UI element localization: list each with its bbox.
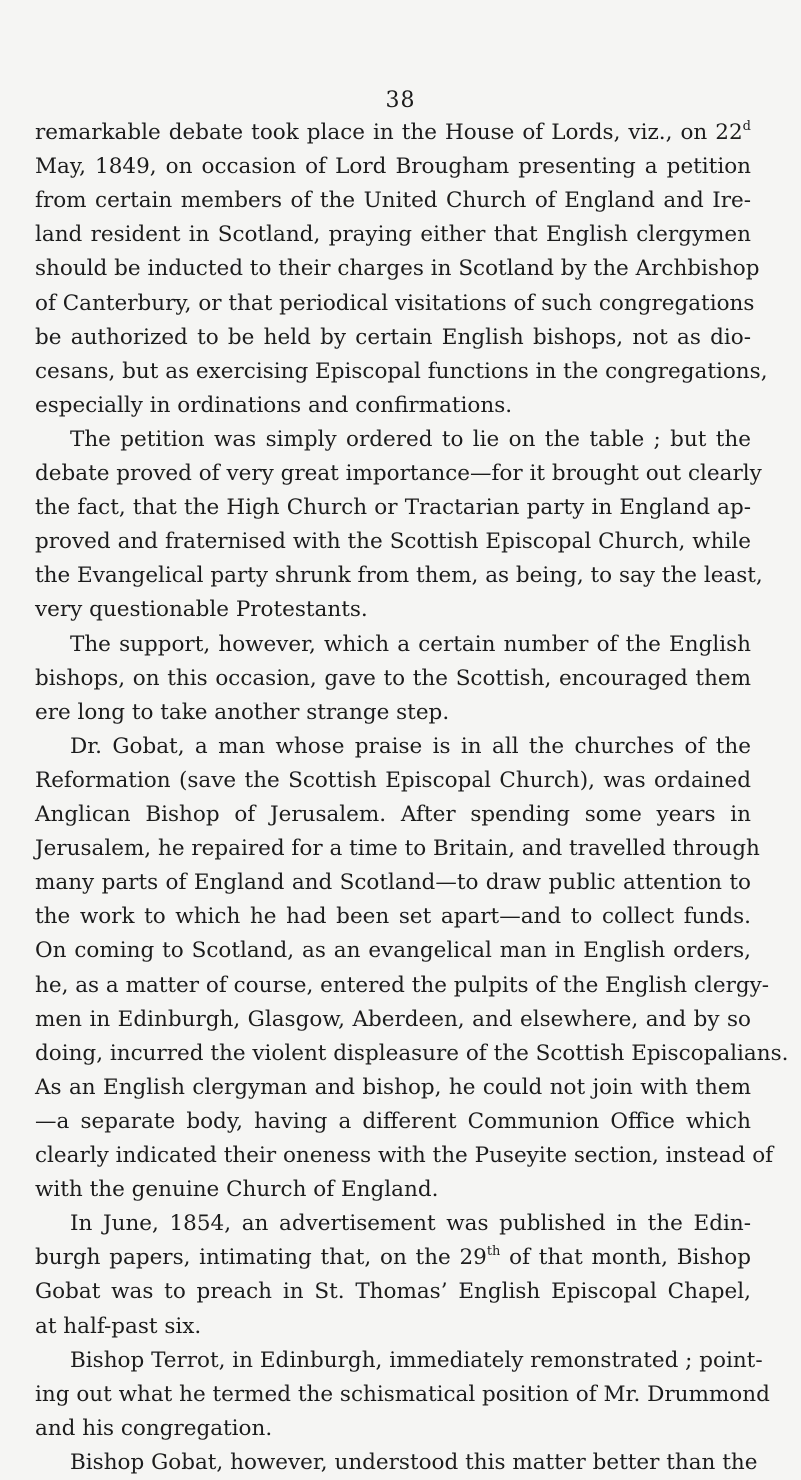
line-text: the fact, that the High Church or Tractarian party in England ap- [35, 495, 751, 521]
text-line [35, 1173, 751, 1207]
line-text: The petition was simply ordered to lie on the table ; but the [70, 426, 751, 452]
line-text: Anglican Bishop of Jerusalem. After spending some years in [35, 802, 751, 827]
text-line [35, 150, 751, 184]
line-text: Dr. Gobat, a man whose praise is in all the churches of the [70, 733, 751, 759]
line-text: land resident in Scotland, praying either that English clergymen [35, 222, 751, 248]
line-text: On coming to Scotland, as an evangelical man in English orders, [35, 938, 751, 964]
text-line [35, 491, 751, 525]
text-line [35, 1446, 758, 1480]
line-text: cesans, but as exercising Episcopal functions in the congregations, [35, 358, 768, 384]
text-line [35, 969, 770, 1003]
text-line [35, 628, 751, 662]
text-line [35, 218, 751, 252]
text-line [35, 184, 751, 218]
line-text: and his congregation. [35, 1415, 273, 1441]
line-text: men in Edinburgh, Glasgow, Aberdeen, and elsewhere, and by so [35, 1006, 751, 1032]
text-line [35, 866, 751, 900]
line-text: especially in ordinations and confirmations. [35, 392, 513, 418]
text-line [35, 764, 751, 798]
line-text: at half-past six. [35, 1313, 202, 1339]
text-line [35, 252, 760, 286]
line-text: many parts of England and Scotland—to draw public attention to [35, 870, 751, 896]
line-text: proved and fraternised with the Scottish Episcopal Church, while [35, 529, 751, 555]
superscript: th [486, 1244, 501, 1260]
text-line [35, 1139, 774, 1173]
line-text: should be inducted to their charges in Scotland by the Archbishop [35, 256, 760, 282]
text-line [35, 1037, 789, 1071]
text-line [35, 730, 751, 764]
text-line [35, 525, 751, 559]
line-text: May, 1849, on occasion of Lord Brougham presenting a petition [35, 154, 751, 180]
text-line [35, 1310, 751, 1344]
text-line [35, 593, 751, 627]
text-line [35, 1412, 751, 1446]
text-line [35, 116, 751, 150]
line-text: The support, however, which a certain number of the English [70, 631, 751, 657]
text-line [35, 696, 751, 730]
text-line [35, 1003, 751, 1037]
line-text: bishops, on this occasion, gave to the Scottish, encouraged them [35, 665, 751, 691]
line-text: the Evangelical party shrunk from them, as being, to say the least, [35, 563, 763, 589]
text-line [35, 832, 760, 866]
superscript: d [742, 119, 751, 134]
line-text: Jerusalem, he repaired for a time to Britain, and travelled through [35, 836, 760, 862]
line-text: with the genuine Church of England. [35, 1177, 439, 1203]
text-line [35, 1105, 751, 1139]
text-line [35, 900, 751, 934]
text-line [35, 457, 762, 491]
line-text: be authorized to be held by certain English bishops, not as dio- [35, 324, 751, 350]
line-text: Bishop Gobat, however, understood this matter better than the [70, 1449, 758, 1475]
line-text: burgh papers, intimating that, on the 29 [35, 1245, 487, 1271]
line-text: doing, incurred the violent displeasure of the Scottish Episcopalians. [35, 1040, 789, 1066]
page-number: 38 [385, 88, 416, 113]
text-line [35, 1344, 763, 1378]
line-text: ing out what he termed the schismatical position of Mr. Drummond [35, 1381, 770, 1407]
line-text: debate proved of very great importance—for it brought out clearly [35, 461, 762, 486]
text-line [35, 798, 751, 832]
text-line [35, 1275, 751, 1309]
text-line [35, 559, 763, 593]
text-line [35, 934, 751, 968]
text-line [35, 1207, 751, 1241]
line-text: —a separate body, having a different Communion Office which [35, 1108, 751, 1134]
line-text: very questionable Protestants. [35, 597, 368, 623]
line-text: Bishop Terrot, in Edinburgh, immediately remonstrated ; point- [70, 1347, 763, 1373]
line-text: Reformation (save the Scottish Episcopal Church), was ordained [35, 767, 751, 793]
text-line [35, 662, 751, 696]
line-text: As an English clergyman and bishop, he could not join with them [35, 1074, 751, 1100]
line-text: Gobat was to preach in St. Thomas’ English Episcopal Chapel, [35, 1279, 751, 1305]
text-line [35, 1071, 751, 1105]
line-text: he, as a matter of course, entered the pulpits of the English clergy- [35, 972, 770, 998]
line-text: ere long to take another strange step. [35, 699, 450, 725]
line-text: the work to which he had been set apart—and to collect funds. [35, 904, 751, 930]
line-text: clearly indicated their oneness with the Puseyite section, instead of [35, 1143, 774, 1168]
text-line [35, 423, 751, 457]
line-text-continued: of that month, Bishop [500, 1245, 751, 1271]
text-line [35, 355, 768, 389]
text-line [35, 287, 755, 321]
text-line [35, 389, 751, 423]
text-line [35, 321, 751, 355]
line-text: In June, 1854, an advertisement was published in the Edin- [70, 1211, 751, 1237]
text-line [35, 1241, 751, 1275]
line-text: of Canterbury, or that periodical visitations of such congregations [35, 290, 755, 316]
line-text: from certain members of the United Church of England and Ire- [35, 188, 751, 214]
line-text: remarkable debate took place in the House of Lords, viz., on 22 [35, 120, 743, 145]
